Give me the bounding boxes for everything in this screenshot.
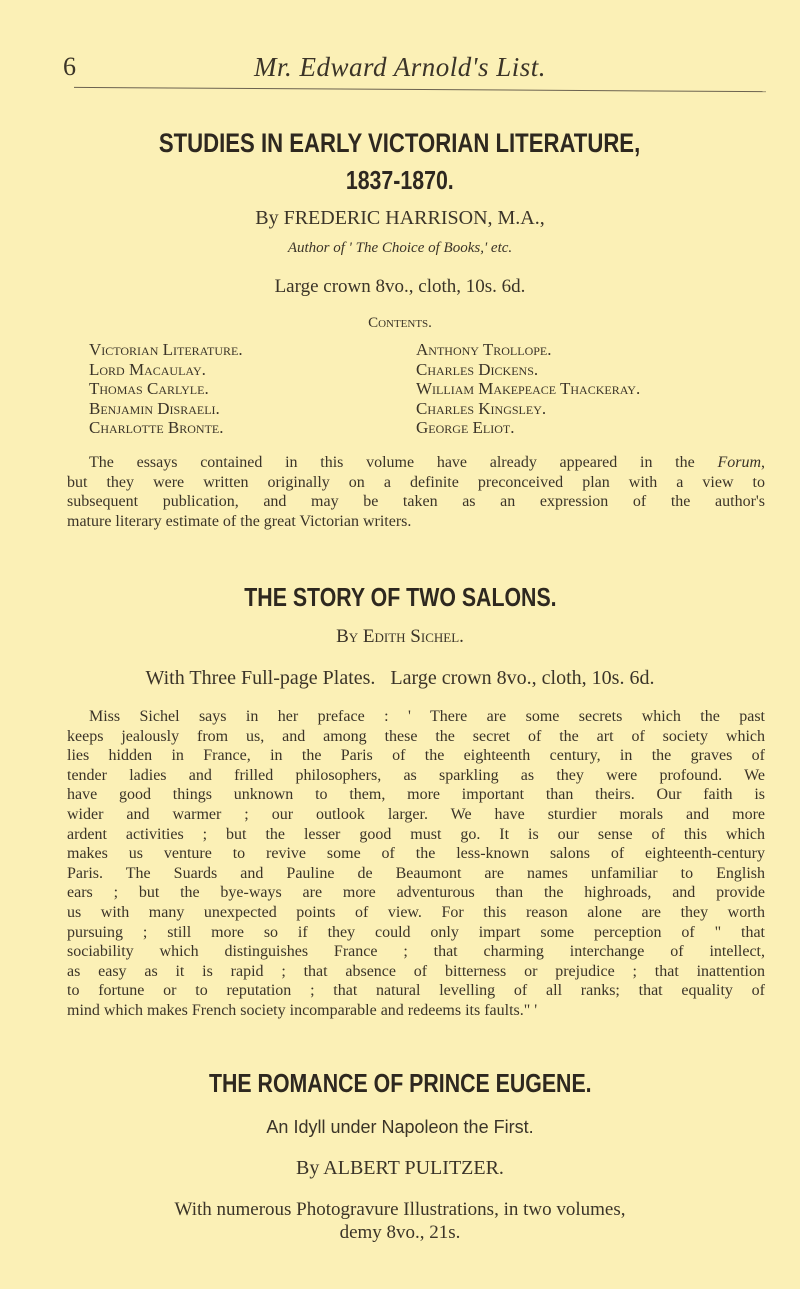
book1-years bbox=[0, 165, 800, 195]
book3-format-line2: demy 8vo., 21s. bbox=[339, 1222, 461, 1243]
text-line: tender ladies and frilled philosophers, as sparkling as they were profound. We bbox=[67, 766, 765, 784]
text-line: subsequent publication, and may be taken as an expression of the author's bbox=[67, 493, 765, 511]
book1-byline: By FREDERIC HARRISON, M.A., bbox=[255, 207, 545, 229]
book1-title bbox=[0, 127, 800, 159]
text-line: mind which makes French society incomparable and redeems its faults." ' bbox=[67, 1001, 538, 1019]
text-line: Miss Sichel says in her preface : ' There are some secrets which the past bbox=[89, 708, 765, 725]
book3-title bbox=[0, 1068, 800, 1098]
contents-item: Thomas Carlyle. bbox=[89, 379, 209, 398]
text-line: as easy as it is rapid ; that absence of bitterness or prejudice ; that inattention bbox=[67, 962, 765, 980]
contents-right bbox=[416, 340, 640, 438]
contents-item: Anthony Trollope. bbox=[416, 340, 552, 359]
contents-left bbox=[89, 340, 243, 438]
text-line: pursuing ; still more so if they could only impart some perception of " that bbox=[67, 923, 765, 941]
text-line: but they were written originally on a definite preconceived plan with a view to bbox=[67, 473, 765, 491]
contents-item: Charles Dickens. bbox=[416, 359, 539, 379]
book1-contents-heading: Contents. bbox=[368, 315, 432, 331]
text-line: ears ; but the bye-ways are more adventurous than the highroads, and provide bbox=[67, 884, 765, 902]
text-line: us with many unexpected points of view. For this reason alone are they worth bbox=[67, 903, 765, 921]
text-line: wider and warmer ; our outlook larger. We have sturdier morals and more bbox=[67, 805, 765, 823]
book1-author-note: Author of ' The Choice of Books,' etc. bbox=[287, 240, 513, 256]
running-title: Mr. Edward Arnold's List. bbox=[253, 52, 547, 82]
contents-item: George Eliot. bbox=[416, 418, 515, 437]
text-line: ardent activities ; but the lesser good must go. It is our sense of this which bbox=[67, 825, 765, 843]
book1-years-text: 1837-1870. bbox=[346, 165, 454, 195]
book3-subtitle: An Idyll under Napoleon the First. bbox=[266, 1117, 534, 1137]
contents-item: Benjamin Disraeli. bbox=[89, 398, 220, 418]
contents-item: Charles Kingsley. bbox=[416, 398, 547, 418]
book3-title-text: THE ROMANCE OF PRINCE EUGENE. bbox=[208, 1068, 592, 1098]
text-line: sociability which distinguishes France ; that charming interchange of intellect, bbox=[67, 943, 765, 961]
text-line: have good things unknown to them, more important than theirs. Our faith is bbox=[67, 786, 765, 804]
text-line: The essays contained in this volume have already appeared in the Forum, bbox=[89, 454, 765, 471]
text-line: to fortune or to reputation ; that natural levelling of all ranks; that equality of bbox=[67, 982, 765, 1000]
book2-title-text: THE STORY OF TWO SALONS. bbox=[243, 582, 557, 612]
book2-format: With Three Full-page Plates. Large crown 8vo., cloth, 10s. 6d. bbox=[145, 667, 655, 689]
book2-byline: By Edith Sichel. bbox=[336, 626, 464, 647]
book2-title bbox=[0, 582, 800, 612]
contents-item: Lord Macaulay. bbox=[89, 359, 206, 379]
text-line: lies hidden in France, in the Paris of the eighteenth century, in the graves of bbox=[67, 747, 765, 765]
page-number: 6 bbox=[63, 52, 76, 81]
book2-description bbox=[67, 707, 765, 1021]
contents-item: Victorian Literature. bbox=[89, 340, 243, 359]
text-line: keeps jealously from us, and among these the secret of the art of society which bbox=[67, 727, 765, 745]
book3-format-line1: With numerous Photogravure Illustrations, in two volumes, bbox=[174, 1199, 626, 1220]
book1-title-text: STUDIES IN EARLY VICTORIAN LITERATURE, bbox=[159, 128, 641, 158]
contents-item: William Makepeace Thackeray. bbox=[416, 379, 641, 398]
book1-format: Large crown 8vo., cloth, 10s. 6d. bbox=[274, 276, 526, 297]
contents-item: Charlotte Bronte. bbox=[89, 418, 224, 437]
header-rule bbox=[74, 87, 766, 92]
text-line: mature literary estimate of the great Victorian writers. bbox=[67, 512, 412, 530]
book3-byline: By ALBERT PULITZER. bbox=[296, 1157, 504, 1179]
text-line: makes us venture to revive some of the less-known salons of eighteenth-century bbox=[67, 845, 765, 863]
book1-description bbox=[67, 453, 765, 531]
text-line: Paris. The Suards and Pauline de Beaumont are names unfamiliar to English bbox=[67, 864, 765, 882]
